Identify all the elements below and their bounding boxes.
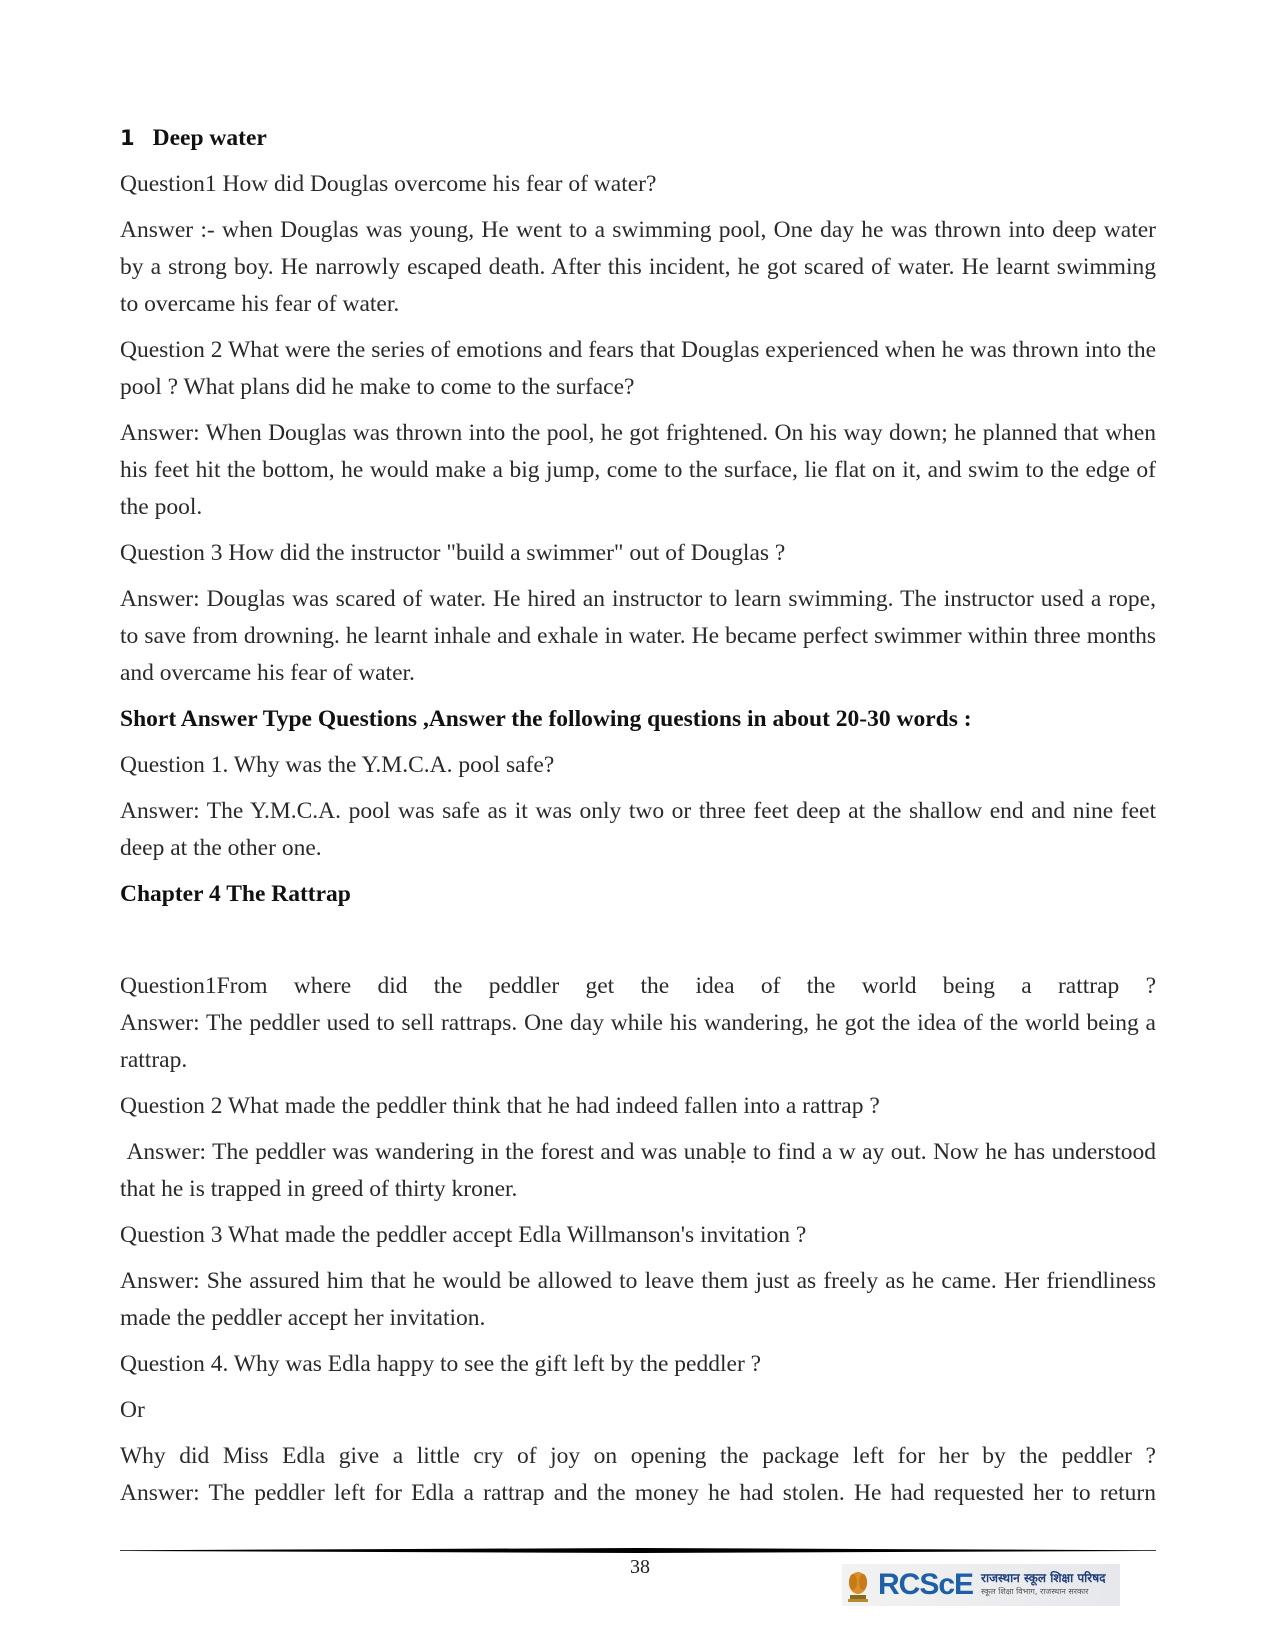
- answer: Answer: When Douglas was thrown into the pool, he got frightened. On his way down; he planned that when his feet hit the bottom, he would make a big jump, come to the surface, lie flat on it, and swim to the edge of the pool.: [120, 420, 1156, 520]
- section-heading: [120, 120, 1156, 157]
- logo-caption: [981, 1571, 1105, 1599]
- chapter-heading: Chapter 4 The Rattrap: [120, 881, 351, 907]
- question: Question1From where did the peddler get the idea of the world being a rattrap ?: [120, 973, 1156, 999]
- footer-divider: [120, 1548, 1156, 1553]
- logo-wordmark: RCScE: [878, 1568, 974, 1601]
- spacer: [120, 922, 1156, 968]
- short-answer-heading: Short Answer Type Questions ,Answer the following questions in about 20-30 words :: [120, 706, 972, 732]
- answer: Answer :- when Douglas was young, He went to a swimming pool, One day he was thrown into deep water by a strong boy. He narrowly escaped death. After this incident, he got scared of water. He learnt swimming to overcame his fear of water.: [120, 217, 1156, 317]
- question: Question 1. Why was the Y.M.C.A. pool safe?: [120, 752, 555, 778]
- page-number: 38: [630, 1556, 650, 1578]
- question: Question 3 What made the peddler accept Edla Willmanson's invitation ?: [120, 1222, 807, 1248]
- question: Question 3 How did the instructor "build a swimmer" out of Douglas ?: [120, 540, 786, 566]
- section-title: Deep water: [152, 125, 267, 151]
- answer: Answer: The peddler was wandering in the forest and was unabḷe to find a w ay out. Now he has understood that he is trapped in greed of thirty kroner.: [120, 1139, 1162, 1202]
- answer: Answer: She assured him that he would be allowed to leave them just as freely as he came. Her friendliness made the peddler accept her invitation.: [120, 1268, 1156, 1331]
- page-content: [120, 120, 1162, 1512]
- answer: Answer: Douglas was scared of water. He hired an instructor to learn swimming. The instructor used a rope, to save from drowning. he learnt inhale and exhale in water. He became perfect swimmer within three months and overcame his fear of water.: [120, 586, 1156, 686]
- logo-line-1: राजस्थान स्कूल शिक्षा परिषद: [981, 1571, 1106, 1585]
- rcsce-logo: [842, 1564, 1120, 1606]
- question: Question 2 What made the peddler think that he had indeed fallen into a rattrap ?: [120, 1093, 880, 1119]
- section-number: 1: [120, 126, 135, 150]
- logo-line-2: स्कूल शिक्षा विभाग, राजस्थान सरकार: [981, 1587, 1089, 1596]
- emblem-icon: [844, 1565, 872, 1605]
- answer: Answer: The Y.M.C.A. pool was safe as it was only two or three feet deep at the shallow end and nine feet deep at the other one.: [120, 798, 1156, 861]
- answer: Answer: The peddler left for Edla a rattrap and the money he had stolen. He had requested her to return: [120, 1480, 1156, 1506]
- question: Question 4. Why was Edla happy to see the gift left by the peddler ?: [120, 1351, 762, 1377]
- answer: Answer: The peddler used to sell rattraps. One day while his wandering, he got the idea of the world being a rattrap.: [120, 1010, 1156, 1073]
- question: Why did Miss Edla give a little cry of joy on opening the package left for her by the peddler ?: [120, 1443, 1156, 1469]
- question: Question 2 What were the series of emotions and fears that Douglas experienced when he was thrown into the pool ? What plans did he make to come to the surface?: [120, 337, 1156, 400]
- or-separator: Or: [120, 1397, 145, 1423]
- question: Question1 How did Douglas overcome his fear of water?: [120, 171, 657, 197]
